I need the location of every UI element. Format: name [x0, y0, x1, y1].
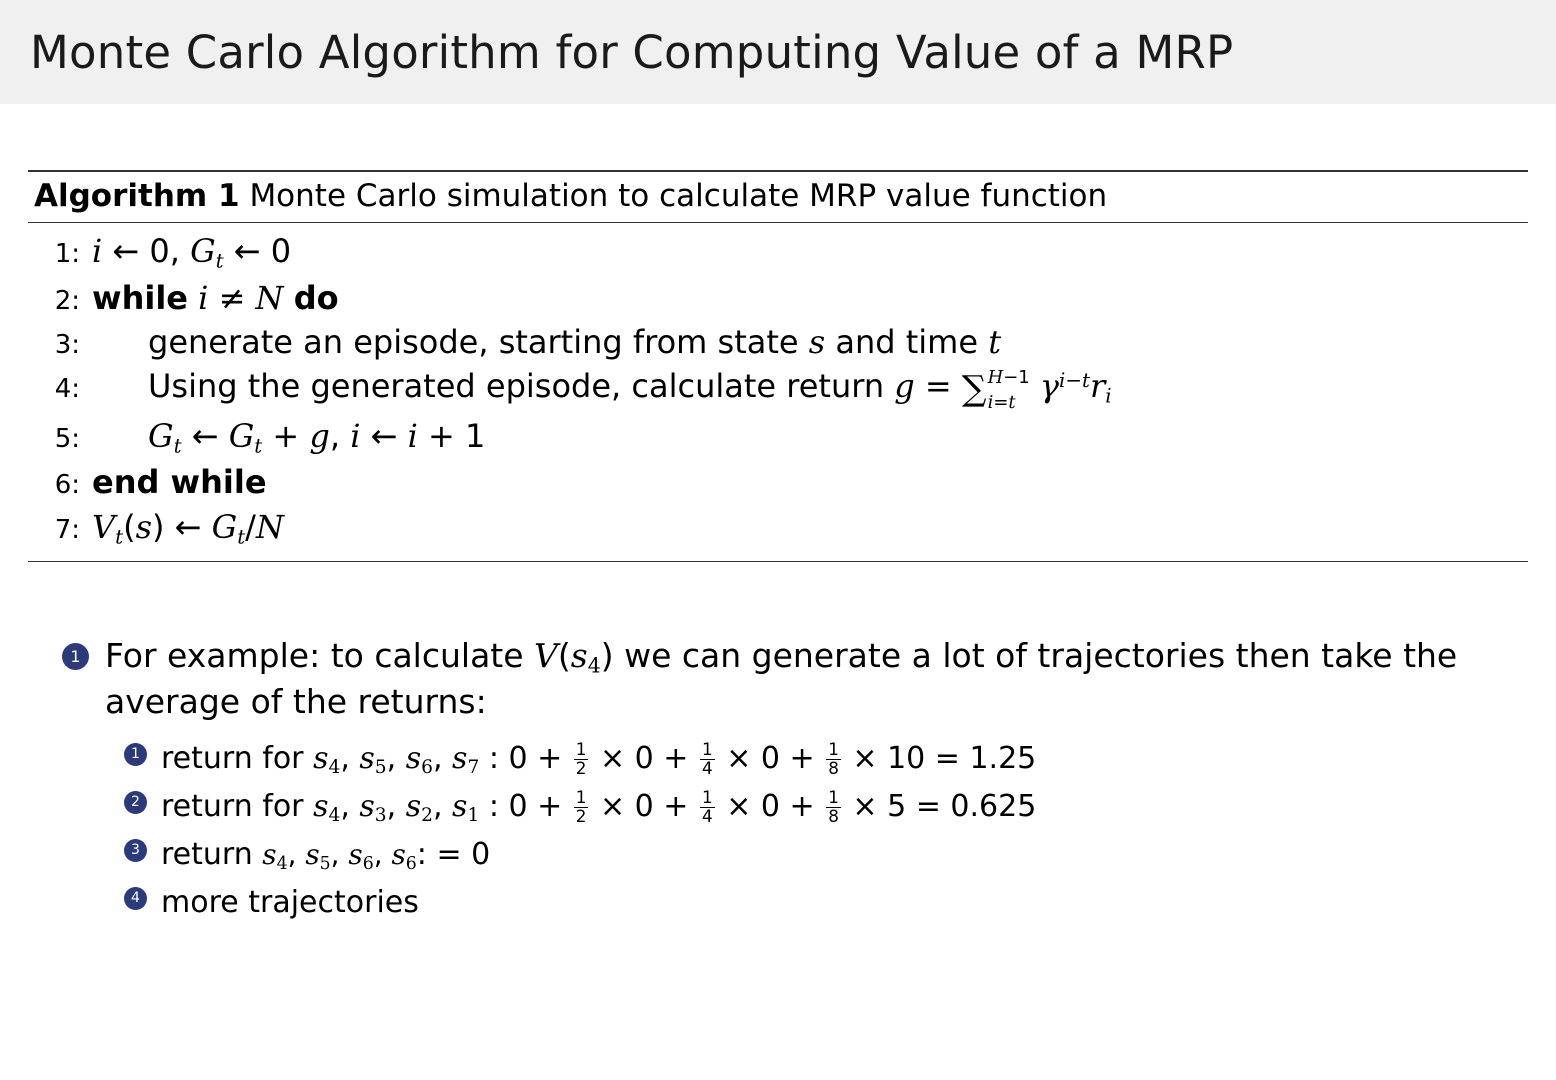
sub-item-3 — [124, 831, 1526, 879]
sub-item-1-label: return for — [161, 740, 304, 776]
sub-item-3-text: return $s_4$, $s_5$, $s_6$, $s_6$: = 0 — [161, 836, 491, 874]
list-marker-4-icon: 4 — [124, 887, 147, 910]
sub-item-2 — [124, 783, 1526, 831]
sub-item-4-text: more trajectories — [161, 884, 419, 920]
sub-item-1-text: return for $s_4$, $s_5$, $s_6$, $s_7$ : 0 + $\frac{1}{2}$ × 0 + $\frac{1}{4}$ × 0 + $\frac{1}{8}$ × 10 = 1.25 — [161, 739, 1037, 778]
sub-item-1-result: 1.25 — [969, 740, 1037, 776]
sub-item-2-result: 0.625 — [950, 788, 1037, 824]
line-number: 5: — [54, 423, 80, 454]
algorithm-line-3 — [28, 320, 1528, 364]
sub-item-2-text: return for $s_4$, $s_3$, $s_2$, $s_1$ : 0 + $\frac{1}{2}$ × 0 + $\frac{1}{4}$ × 0 + $\frac{1}{8}$ × 5 = 0.625 — [161, 787, 1037, 826]
slide-title-bar — [0, 0, 1556, 104]
algorithm-header-text: Monte Carlo simulation to calculate MRP value function — [249, 178, 1108, 214]
line-body: end while — [92, 463, 267, 502]
line-body: $V_t(s)$ ← $G_t/N$ — [92, 507, 284, 549]
algorithm-header — [28, 172, 1528, 222]
note-main-part1: For example: to calculate — [105, 636, 524, 676]
algorithm-line-7 — [28, 505, 1528, 552]
line-body: i ← 0, $G_t$ ← 0 — [92, 232, 292, 273]
line-body: Using the generated episode, calculate return g = ∑ H−1 i=t $\gamma^{i-t}r_i$ — [148, 367, 1112, 413]
sub-item-3-result: 0 — [471, 836, 491, 872]
line-body: generate an episode, starting from state s and time t — [148, 322, 1002, 361]
note-main-text: For example: to calculate $V(s_4)$ we can generate a lot of trajectories then take the average of the returns: — [105, 636, 1458, 722]
algorithm-line-1 — [28, 229, 1528, 276]
line-body: $G_t$ ← $G_t + g$, i ← i + 1 — [148, 416, 486, 458]
note-main-part2: we can generate a lot of trajectories then take the average of the returns: — [105, 636, 1458, 722]
list-marker-1-icon: 1 — [124, 743, 147, 766]
note-item-main — [62, 634, 1526, 724]
line-number: 6: — [54, 470, 80, 501]
algorithm-lines — [28, 223, 1528, 561]
sub-item-2-label: return for — [161, 788, 304, 824]
algorithm-block — [28, 170, 1528, 562]
line-number: 2: — [54, 285, 80, 316]
line-number: 3: — [54, 329, 80, 360]
list-marker-3-icon: 3 — [124, 839, 147, 862]
notes-list — [0, 634, 1556, 925]
algorithm-line-4 — [28, 364, 1528, 413]
line-number: 4: — [54, 374, 80, 405]
list-marker-2-icon: 2 — [124, 791, 147, 814]
algorithm-line-6 — [28, 460, 1528, 504]
line-number: 7: — [54, 514, 80, 545]
line-number: 1: — [54, 239, 80, 269]
algorithm-header-label: Algorithm 1 — [34, 178, 240, 214]
line-body: while i ≠ N do — [92, 278, 339, 317]
sub-item-1 — [124, 735, 1526, 783]
sub-item-3-label: return — [161, 836, 253, 872]
algorithm-line-2 — [28, 276, 1528, 320]
page-title: Monte Carlo Algorithm for Computing Value of a MRP — [30, 25, 1234, 79]
algorithm-line-5 — [28, 414, 1528, 461]
list-marker-1-icon: 1 — [62, 643, 89, 670]
notes-sublist — [62, 735, 1526, 926]
algorithm-rule-bottom — [28, 561, 1528, 562]
sub-item-4 — [124, 879, 1526, 926]
